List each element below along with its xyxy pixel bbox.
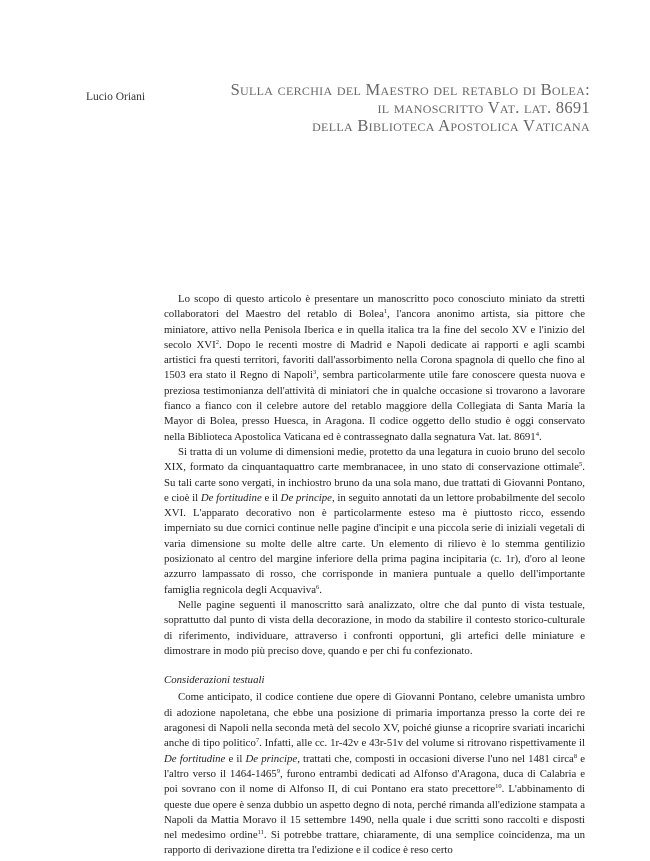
- title-line-3: della Biblioteca Apostolica Vaticana: [312, 116, 590, 135]
- running-author: Lucio Oriani: [86, 91, 146, 103]
- paragraph-4: Come anticipato, il codice contiene due opere di Giovanni Pontano, celebre umanista umbro di adozione napoletana, che ebbe una posizione di primaria importanza presso la corte dei re aragonesi di Napoli nella seconda metà del secolo XV, poiché giunse a ricoprire svariati incarichi anche di tipo politico$^7$. Infatti, alle cc. 1r-42v e 43r-51v del volume si ritrovano rispettivamente il De fortitudine e il De principe, trattati che, composti in occasioni diverse l'uno nel 1481 circa$^8$ e l'altro verso il 1464-1465$^9$, furono entrambi dedicati ad Alfonso d'Aragona, duca di Calabria e poi sovrano con il nome di Alfonso II, di cui Pontano era stato precettore$^{10}$. L'abbinamento di queste due opere è senza dubbio un aspetto degno di nota, perché rimanda all'edizione stampata a Napoli da Mattia Moravo il 15 settembre 1490, nella quale i due scritti sono raccolti e disposti nel medesimo ordine$^{11}$. Si potrebbe trattare, chiaramente, di una semplice coincidenza, ma un rapporto di derivazione diretta tra l'edizione e il codice è reso certo: [164, 691, 586, 857]
- article-body: [164, 292, 585, 859]
- title-line-2: il manoscritto Vat. lat. 8691: [377, 98, 590, 117]
- paragraph-1: Lo scopo di questo articolo è presentare un manoscritto poco conosciuto miniato da stretti collaboratori del Maestro del retablo di Bolea$^1$, l'ancora anonimo artista, sia pittore che miniatore, attivo nella Penisola Iberica e in quella italica tra la fine del secolo XV e l'inizio del secolo XVI$^2$. Dopo le recenti mostre di Madrid e Napoli dedicate ai rapporti e agli scambi artistici fra questi territori, favoriti dall'assorbimento nella Corona spagnola di quello che fino al 1503 era stato il Regno di Napoli$^3$, sembra particolarmente utile fare conoscere questa nuova e preziosa testimonianza dell'attività di miniatori che in qualche occasione si trovarono a lavorare fianco a fianco con il celebre autore del retablo maggiore della Collegiata di Santa María la Mayor di Bolea, presso Huesca, in Aragona. Il codice oggetto dello studio è oggi conservato nella Biblioteca Apostolica Vaticana ed è contrassegnato dalla segnatura Vat. lat. 8691$^4$.: [164, 293, 585, 443]
- paragraph-2: Si tratta di un volume di dimensioni medie, protetto da una legatura in cuoio bruno del secolo XIX, formato da cinquantaquattro carte membranacee, in uno stato di conservazione ottimale$^5$. Su tali carte sono vergati, in inchiostro bruno da una sola mano, due trattati di Giovanni Pontano, e cioè il De fortitudine e il De principe, in seguito annotati da un lettore probabilmente del secolo XVI. L'apparato decorativo non è particolarmente esteso ma è piuttosto ricco, essendo imperniato su due cornici continue nelle pagine d'incipit e una piccola serie di iniziali vegetali di varia dimensione su molte delle altre carte. Un elemento di rilievo è lo stemma gentilizio posizionato al centro del margine inferiore della prima pagina incipitaria (c. 1r), d'oro al leone azzurro lampassato di rosso, che corrisponde in maniera puntuale a quello dell'importante famiglia regnicola degli Acquaviva$^6$.: [164, 445, 586, 596]
- section-heading: Considerazioni testuali: [164, 674, 265, 687]
- article-title: [150, 81, 590, 135]
- paragraph-3: Nelle pagine seguenti il manoscritto sarà analizzato, oltre che dal punto di vista testuale, soprattutto dal punto di vista della decorazione, in modo da stabilire il contesto storico-culturale di riferimento, individuare, attraverso i confronti opportuni, gli artefici delle miniature e dimostrare in modo più preciso dove, quando e per chi fu confezionato.: [164, 598, 585, 657]
- title-line-1: Sulla cerchia del Maestro del retablo di Bolea:: [230, 80, 590, 99]
